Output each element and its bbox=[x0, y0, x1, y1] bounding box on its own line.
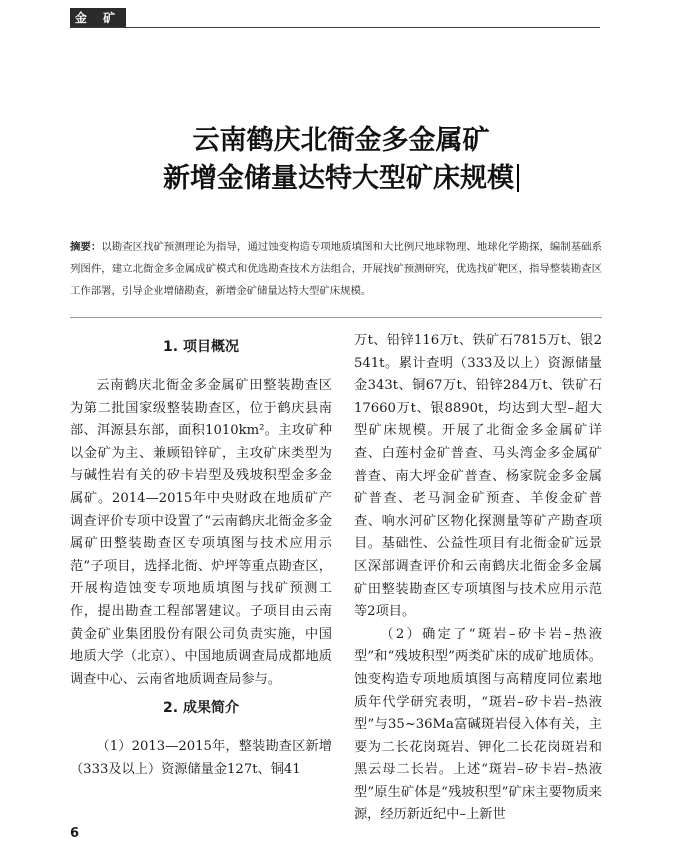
abstract-divider bbox=[70, 317, 602, 318]
paragraph-results-1-start: （1）2013—2015年，整装勘查区新增（333及以上）资源储量金127t、铜41 bbox=[70, 739, 332, 777]
article-title-line1: 云南鹤庆北衙金多金属矿 bbox=[192, 125, 490, 156]
header-rule bbox=[70, 27, 600, 28]
section-heading-results: 2. 成果简介 bbox=[163, 700, 239, 717]
abstract bbox=[70, 236, 602, 302]
section-tab: 金 矿 bbox=[70, 8, 126, 28]
page-number: 6 bbox=[70, 826, 80, 841]
section-heading-project-overview: 1. 项目概况 bbox=[163, 339, 239, 355]
article-title-line2 bbox=[0, 156, 682, 195]
paragraph-results-1-continued: 万t、铅锌116万t、铁矿石7815万t、银2541t。累计查明（333及以上）资源储量金343t、铜67万t、铅锌284万t、铁矿石17660万t、银8890t，均达到大型–超大型矿床规模。开展了北衙金多金属矿详查、白莲村金矿普查、马头湾金多金属矿普查、南大坪金矿普查、杨家院金多金属矿普查、老马洞金矿预查、羊俊金矿普查、响水河矿区物化探测量等矿产勘查项目。基础性、公益性项目有北衙金矿远景区深部调查评价和云南鹤庆北衙金多金属矿田整装勘查区专项填图与技术应用示范等2项目。 bbox=[354, 333, 602, 620]
left-column bbox=[70, 330, 332, 782]
article-title-line2-text: 新增金储量达特大型矿床规模 bbox=[163, 163, 514, 194]
text-cursor bbox=[517, 164, 519, 192]
abstract-label: 摘要： bbox=[70, 241, 102, 253]
right-column bbox=[354, 330, 602, 827]
paragraph-results-2: （2）确定了“斑岩–矽卡岩–热液型”和“残坡积型”两类矿床的成矿地质体。蚀变构造专项地质填图与高精度同位素地质年代学研究表明，“斑岩–矽卡岩–热液型”与35~36Ma富碱斑岩侵入体有关，主要为二长花岗斑岩、钾化二长花岗斑岩和黑云母二长岩。上述“斑岩–矽卡岩–热液型”原生矿体是“残坡积型”矿床主要物质来源，经历新近纪中–上新世 bbox=[354, 626, 602, 823]
abstract-text: 以勘查区找矿预测理论为指导，通过蚀变构造专项地质填图和大比例尺地球物理、地球化学勘探，编制基础系列图件，建立北衙金多金属成矿模式和优选勘查技术方法组合，开展找矿预测研究，优选找矿靶区，指导整装勘查区工作部署，引导企业增储勘查，新增金矿储量达特大型矿床规模。 bbox=[70, 241, 602, 297]
paragraph-project-overview: 云南鹤庆北衙金多金属矿田整装勘查区为第二批国家级整装勘查区，位于鹤庆县南部、洱源县东部，面积1010km²。主攻矿种以金矿为主、兼顾铅锌矿，主攻矿床类型为与碱性岩有关的矽卡岩型及残坡积型金多金属矿。2014—2015年中央财政在地质矿产调查评价专项中设置了“云南鹤庆北衙金多金属矿田整装勘查区专项填图与技术应用示范”子项目，选择北衙、炉坪等重点勘查区，开展构造蚀变专项地质填图与找矿预测工作，提出勘查工程部署建议。子项目由云南黄金矿业集团股份有限公司负责实施，中国地质大学（北京）、中国地质调查局成都地质调查中心、云南省地质调查局参与。 bbox=[70, 378, 332, 687]
